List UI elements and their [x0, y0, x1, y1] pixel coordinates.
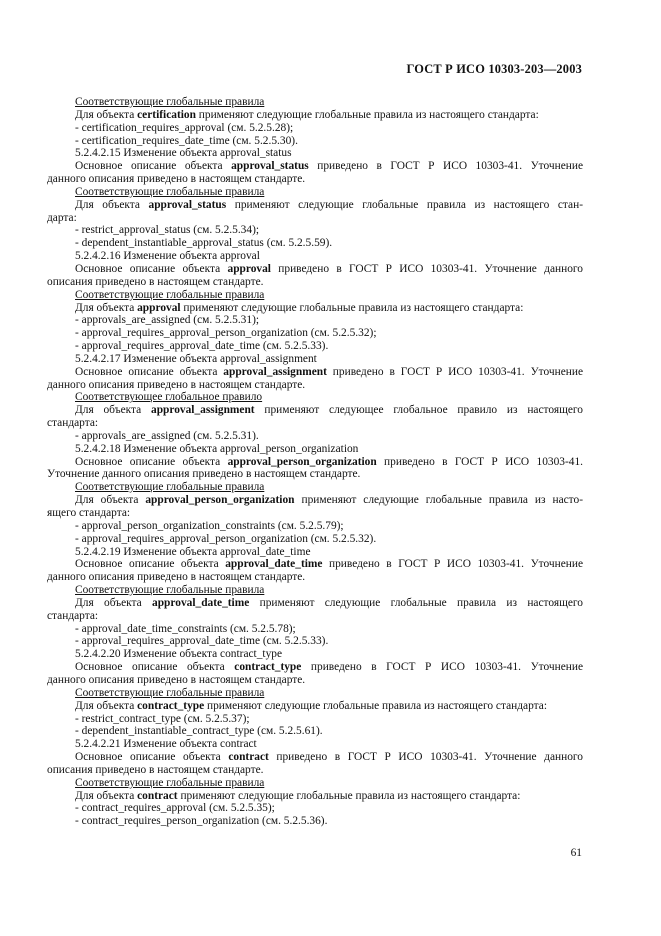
text-run: Для объекта: [75, 789, 138, 802]
text-line: [47, 674, 583, 687]
text-run: Основное описание объекта: [75, 160, 232, 173]
text-run: применяют следующие глобальные правила из настоящего стандарта:: [195, 108, 539, 121]
text-run: - certification_requires_approval (см. 5.2.5.28);: [75, 121, 294, 134]
text-run: - contract_requires_person_organization (см. 5.2.5.36).: [75, 815, 328, 828]
text-run: - dependent_instantiable_approval_status (см. 5.2.5.59).: [75, 237, 333, 250]
text-run: дарта:: [47, 211, 77, 224]
text-run: приведено в ГОСТ Р ИСО 10303-41. Уточнение: [308, 160, 583, 173]
entity-name: approval: [227, 262, 271, 275]
text-run: Для объекта: [75, 699, 138, 712]
text-run: Соответствующие глобальные правила: [75, 481, 265, 494]
text-run: - dependent_instantiable_contract_type (см. 5.2.5.61).: [75, 725, 323, 738]
text-run: - approval_requires_approval_date_time (см. 5.2.5.33).: [75, 340, 329, 353]
text-line: [47, 430, 583, 443]
text-run: Основное описание объекта: [75, 365, 224, 378]
text-run: - approval_date_time_constraints (см. 5.2.5.78);: [75, 622, 296, 635]
text-line: [47, 725, 583, 738]
text-line: [47, 302, 583, 315]
text-run: Соответствующее глобальное правило: [75, 391, 263, 404]
text-run: Для объекта: [75, 198, 149, 211]
text-line: [47, 546, 583, 559]
text-line: [47, 790, 583, 803]
text-run: приведено в ГОСТ Р ИСО 10303-41. Уточнение данного: [270, 262, 584, 275]
text-line: [47, 802, 583, 815]
entity-name: approval_person_organization: [145, 494, 295, 507]
entity-name: approval_date_time: [225, 558, 323, 571]
text-line: [47, 263, 583, 276]
text-line: [47, 160, 583, 173]
entity-name: contract: [137, 789, 178, 802]
text-run: - approvals_are_assigned (см. 5.2.5.31);: [75, 314, 260, 327]
text-line: [47, 533, 583, 546]
text-run: 5.2.4.2.21 Изменение объекта contract: [75, 738, 257, 751]
text-line: [47, 186, 583, 199]
entity-name: certification: [137, 108, 196, 121]
text-line: [47, 366, 583, 379]
text-line: [47, 623, 583, 636]
text-run: Для объекта: [75, 596, 153, 609]
text-line: [47, 764, 583, 777]
document-body: [47, 96, 583, 828]
text-run: описания приведено в настоящем стандарте.: [47, 275, 264, 288]
entity-name: approval_person_organization: [227, 455, 377, 468]
text-run: - approval_requires_approval_person_organization (см. 5.2.5.32).: [75, 532, 377, 545]
text-line: [47, 456, 583, 469]
text-run: 5.2.4.2.17 Изменение объекта approval_assignment: [75, 352, 317, 365]
text-run: применяют следующее глобальное правило из настоящего: [254, 404, 583, 417]
text-run: применяют следующие глобальные правила из настоящего стандарта:: [180, 301, 524, 314]
text-line: [47, 353, 583, 366]
text-line: [47, 507, 583, 520]
text-run: применяют следующие глобальные правила из насто-: [294, 494, 583, 507]
entity-name: approval_assignment: [151, 404, 255, 417]
document-header: ГОСТ Р ИСО 10303-203—2003: [406, 62, 582, 76]
text-run: - approval_requires_approval_date_time (см. 5.2.5.33).: [75, 635, 329, 648]
text-run: Соответствующие глобальные правила: [75, 686, 265, 699]
text-line: [47, 687, 583, 700]
text-run: - contract_requires_approval (см. 5.2.5.35);: [75, 802, 275, 815]
text-line: [47, 520, 583, 533]
text-line: [47, 379, 583, 392]
text-run: применяют следующие глобальные правила из настоящего стандарта:: [177, 789, 521, 802]
text-run: - certification_requires_date_time (см. 5.2.5.30).: [75, 134, 298, 147]
text-line: [47, 584, 583, 597]
text-line: [47, 122, 583, 135]
text-line: [47, 237, 583, 250]
text-run: Для объекта: [75, 108, 138, 121]
text-line: [47, 571, 583, 584]
text-run: приведено в ГОСТ Р ИСО 10303-41.: [376, 455, 584, 468]
entity-name: contract: [228, 751, 269, 764]
text-line: [47, 738, 583, 751]
entity-name: contract_type: [234, 661, 302, 674]
text-line: [47, 635, 583, 648]
text-run: - restrict_approval_status (см. 5.2.5.34);: [75, 224, 260, 237]
text-run: 5.2.4.2.16 Изменение объекта approval: [75, 250, 260, 263]
text-run: Для объекта: [75, 494, 146, 507]
text-run: стандарта:: [47, 609, 99, 622]
text-run: применяют следующие глобальные правила из настоящего: [249, 596, 583, 609]
text-line: [47, 314, 583, 327]
text-line: [47, 597, 583, 610]
text-run: Основное описание объекта: [75, 558, 226, 571]
text-run: приведено в ГОСТ Р ИСО 10303-41. Уточнение данного: [268, 751, 584, 764]
text-line: [47, 340, 583, 353]
text-run: Уточнение данного описания приведено в настоящем стандарте.: [47, 468, 361, 481]
entity-name: approval_assignment: [223, 365, 327, 378]
text-run: 5.2.4.2.18 Изменение объекта approval_person_organization: [75, 442, 359, 455]
text-run: Основное описание объекта: [75, 661, 235, 674]
text-line: [47, 777, 583, 790]
text-run: Соответствующие глобальные правила: [75, 288, 265, 301]
text-run: 5.2.4.2.15 Изменение объекта approval_status: [75, 147, 292, 160]
text-line: [47, 289, 583, 302]
text-run: приведено в ГОСТ Р ИСО 10303-41. Уточнение: [326, 365, 583, 378]
text-line: [47, 96, 583, 109]
text-line: [47, 751, 583, 764]
text-line: [47, 481, 583, 494]
text-run: данного описания приведено в настоящем стандарте.: [47, 173, 306, 186]
text-run: Основное описание объекта: [75, 455, 228, 468]
text-line: [47, 417, 583, 430]
text-line: [47, 224, 583, 237]
text-run: данного описания приведено в настоящем стандарте.: [47, 571, 306, 584]
text-line: [47, 610, 583, 623]
text-run: Для объекта: [75, 301, 138, 314]
text-run: стандарта:: [47, 417, 99, 430]
text-run: - approval_person_organization_constraints (см. 5.2.5.79);: [75, 519, 344, 532]
text-line: [47, 276, 583, 289]
text-line: [47, 815, 583, 828]
text-line: [47, 250, 583, 263]
text-line: [47, 109, 583, 122]
text-run: 5.2.4.2.20 Изменение объекта contract_type: [75, 648, 283, 661]
text-line: [47, 327, 583, 340]
text-run: применяют следующие глобальные правила из настоящего стандарта:: [204, 699, 547, 712]
text-line: [47, 135, 583, 148]
entity-name: approval_status: [148, 198, 227, 211]
text-run: - approvals_are_assigned (см. 5.2.5.31).: [75, 429, 259, 442]
text-line: [47, 212, 583, 225]
text-run: данного описания приведено в настоящем стандарте.: [47, 673, 306, 686]
text-line: [47, 404, 583, 417]
text-run: ящего стандарта:: [47, 507, 131, 519]
text-line: [47, 494, 583, 507]
text-run: применяют следующие глобальные правила из настоящего стан-: [226, 198, 583, 211]
text-run: Соответствующие глобальные правила: [75, 185, 265, 198]
text-run: 5.2.4.2.19 Изменение объекта approval_date_time: [75, 545, 311, 558]
text-line: [47, 648, 583, 661]
text-run: Для объекта: [75, 404, 151, 417]
text-line: [47, 443, 583, 456]
text-line: [47, 700, 583, 713]
text-line: [47, 713, 583, 726]
page-number: 61: [570, 847, 582, 859]
text-line: [47, 391, 583, 404]
entity-name: approval: [137, 301, 181, 314]
text-line: [47, 147, 583, 160]
text-run: Соответствующие глобальные правила: [75, 776, 265, 789]
entity-name: approval_status: [231, 160, 309, 173]
text-run: Основное описание объекта: [75, 262, 228, 275]
text-line: [47, 661, 583, 674]
text-run: Основное описание объекта: [75, 751, 229, 764]
text-line: [47, 558, 583, 571]
entity-name: approval_date_time: [152, 596, 250, 609]
text-run: данного описания приведено в настоящем стандарте.: [47, 378, 306, 391]
text-run: приведено в ГОСТ Р ИСО 10303-41. Уточнение: [301, 661, 584, 674]
text-run: - approval_requires_approval_person_organization (см. 5.2.5.32);: [75, 327, 377, 340]
text-line: [47, 199, 583, 212]
text-run: описания приведено в настоящем стандарте.: [47, 763, 264, 776]
text-run: Соответствующие глобальные правила: [75, 96, 265, 108]
text-run: приведено в ГОСТ Р ИСО 10303-41. Уточнение: [322, 558, 583, 571]
text-run: - restrict_contract_type (см. 5.2.5.37);: [75, 712, 250, 725]
text-run: Соответствующие глобальные правила: [75, 584, 265, 597]
text-line: [47, 468, 583, 481]
text-line: [47, 173, 583, 186]
entity-name: contract_type: [137, 699, 205, 712]
